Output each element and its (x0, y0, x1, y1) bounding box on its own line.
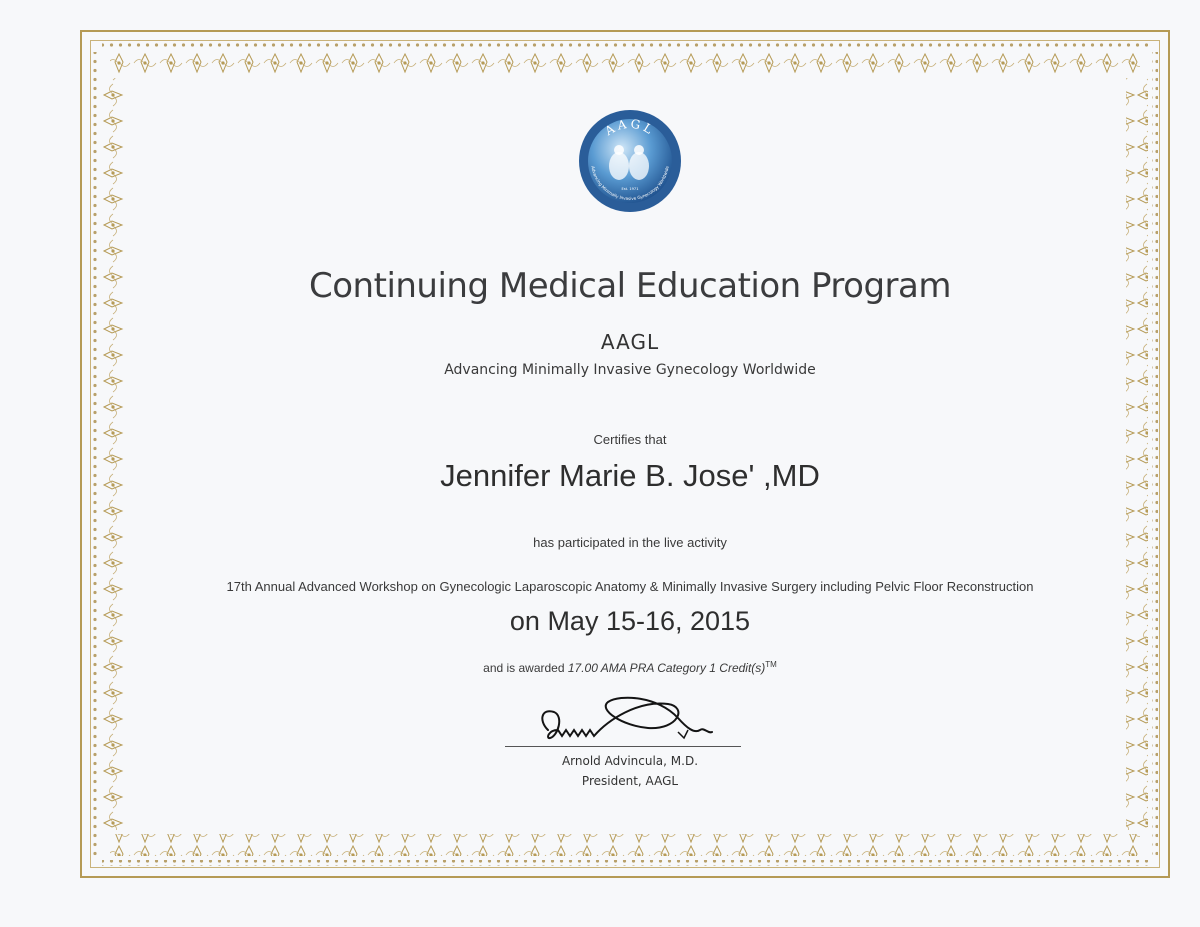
certifies-text: Certifies that (593, 432, 667, 447)
trademark-mark: TM (765, 660, 777, 669)
award-statement (90, 660, 1170, 675)
signature-line (505, 746, 741, 747)
aagl-logo-seal (577, 108, 683, 214)
signature-image (528, 690, 728, 750)
certificate-content (90, 40, 1170, 868)
signatory-title: President, AAGL (581, 774, 679, 788)
activity-date: on May 15-16, 2015 (509, 606, 751, 636)
logo-motto: Advancing Minimally Invasive Gynecology Worldwide (590, 165, 670, 202)
activity-title: 17th Annual Advanced Workshop on Gynecologic Laparoscopic Anatomy & Minimally Invasive Surgery including Pelvic Floor Reconstruction (226, 579, 1034, 594)
recipient-name: Jennifer Marie B. Jose' ,MD (440, 458, 820, 493)
organization-name: AAGL (600, 330, 660, 354)
award-credits: 17.00 AMA PRA Category 1 Credit(s) (567, 661, 766, 675)
award-prefix: and is awarded (483, 661, 565, 675)
logo-name: AAGL (602, 116, 658, 139)
logo-established: Est. 1971 (621, 187, 639, 191)
signatory-name: Arnold Advincula, M.D. (561, 754, 699, 768)
organization-tagline: Advancing Minimally Invasive Gynecology Worldwide (444, 362, 816, 378)
participation-text: has participated in the live activity (533, 535, 727, 550)
certificate-title: Continuing Medical Education Program (309, 266, 951, 306)
